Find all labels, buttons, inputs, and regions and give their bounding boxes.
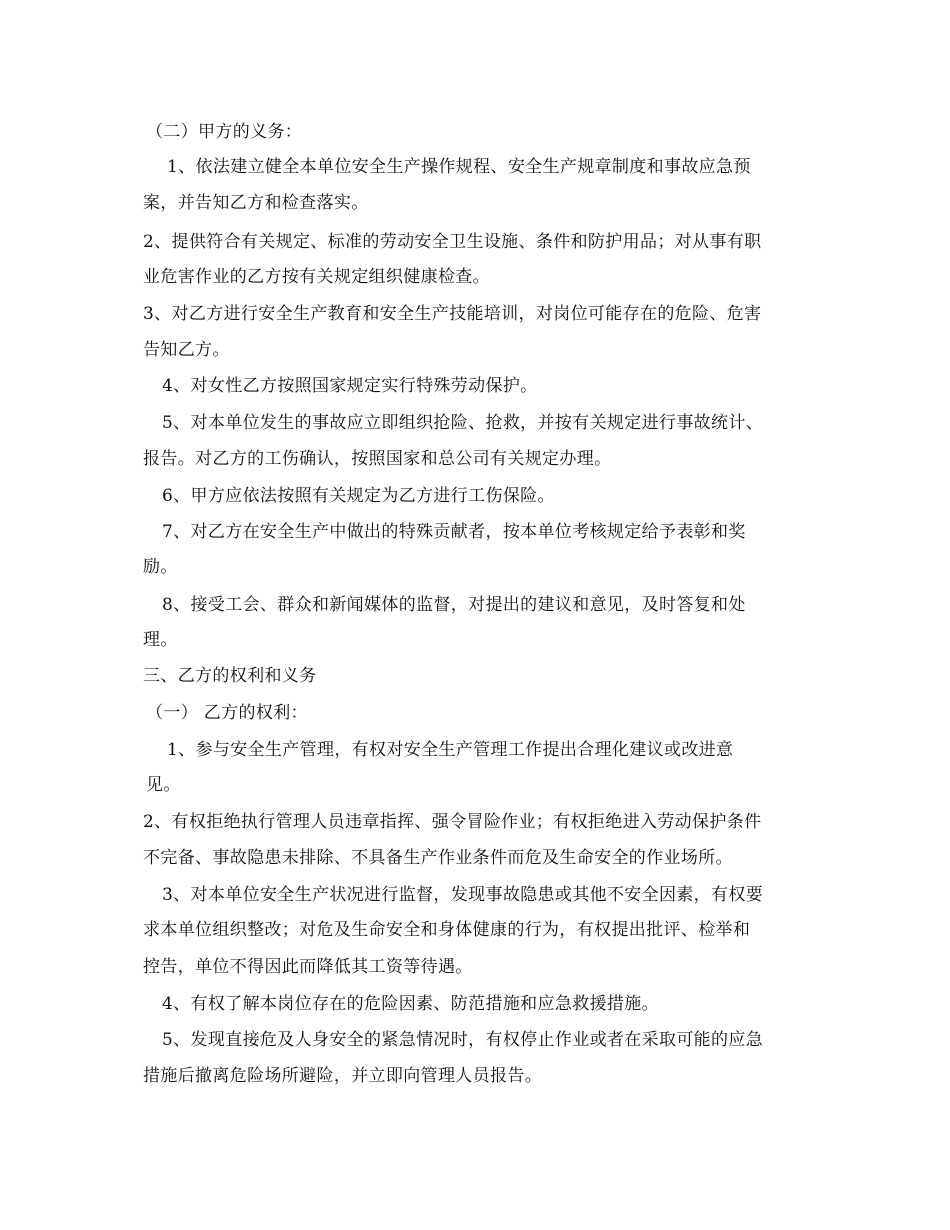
paragraph-line: 4、有权了解本岗位存在的危险因素、防范措施和应急救援措施。 <box>162 994 659 1014</box>
paragraph-line: 业危害作业的乙方按有关规定组织健康检查。 <box>143 267 490 287</box>
paragraph-line: 报告。对乙方的工伤确认，按照国家和总公司有关规定办理。 <box>143 449 612 469</box>
paragraph-line: 控告，单位不得因此而降低其工资等待遇。 <box>143 957 473 977</box>
paragraph-line: 5、发现直接危及人身安全的紧急情况时，有权停止作业或者在采取可能的应急 <box>162 1030 764 1050</box>
section-heading: （二）甲方的义务： <box>146 122 303 142</box>
section-heading: （一） 乙方的权利： <box>146 703 308 723</box>
paragraph-line: 1、参与安全生产管理，有权对安全生产管理工作提出合理化建议或改进意 <box>167 740 734 760</box>
paragraph-line: 3、对乙方进行安全生产教育和安全生产技能培训，对岗位可能存在的危险、危害 <box>143 304 762 324</box>
paragraph-line: 理。 <box>143 630 178 650</box>
paragraph-line: 案，并告知乙方和检查落实。 <box>143 193 369 213</box>
paragraph-line: 求本单位组织整改；对危及生命安全和身体健康的行为，有权提出批评、检举和 <box>143 920 751 940</box>
paragraph-line: 5、对本单位发生的事故应立即组织抢险、抢救，并按有关规定进行事故统计、 <box>162 413 764 433</box>
paragraph-line: 3、对本单位安全生产状况进行监督，发现事故隐患或其他不安全因素，有权要 <box>162 885 764 905</box>
paragraph-line: 8、接受工会、群众和新闻媒体的监督，对提出的建议和意见，及时答复和处 <box>162 595 746 615</box>
paragraph-line: 励。 <box>143 557 178 577</box>
paragraph-line: 1、依法建立健全本单位安全生产操作规程、安全生产规章制度和事故应急预 <box>167 157 751 177</box>
paragraph-line: 措施后撤离危险场所避险，并立即向管理人员报告。 <box>143 1066 543 1086</box>
section-heading: 三、乙方的权利和义务 <box>143 666 317 686</box>
paragraph-line: 4、对女性乙方按照国家规定实行特殊劳动保护。 <box>162 376 538 396</box>
paragraph-line: 2、提供符合有关规定、标准的劳动安全卫生设施、条件和防护用品；对从事有职 <box>143 232 762 252</box>
paragraph-line: 6、甲方应依法按照有关规定为乙方进行工伤保险。 <box>162 486 555 506</box>
paragraph-line: 7、对乙方在安全生产中做出的特殊贡献者，按本单位考核规定给予表彰和奖 <box>162 522 746 542</box>
paragraph-line: 见。 <box>146 775 181 795</box>
paragraph-line: 2、有权拒绝执行管理人员违章指挥、强令冒险作业；有权拒绝进入劳动保护条件 <box>143 812 762 832</box>
paragraph-line: 不完备、事故隐患未排除、不具备生产作业条件而危及生命安全的作业场所。 <box>143 848 733 868</box>
paragraph-line: 告知乙方。 <box>143 340 230 360</box>
